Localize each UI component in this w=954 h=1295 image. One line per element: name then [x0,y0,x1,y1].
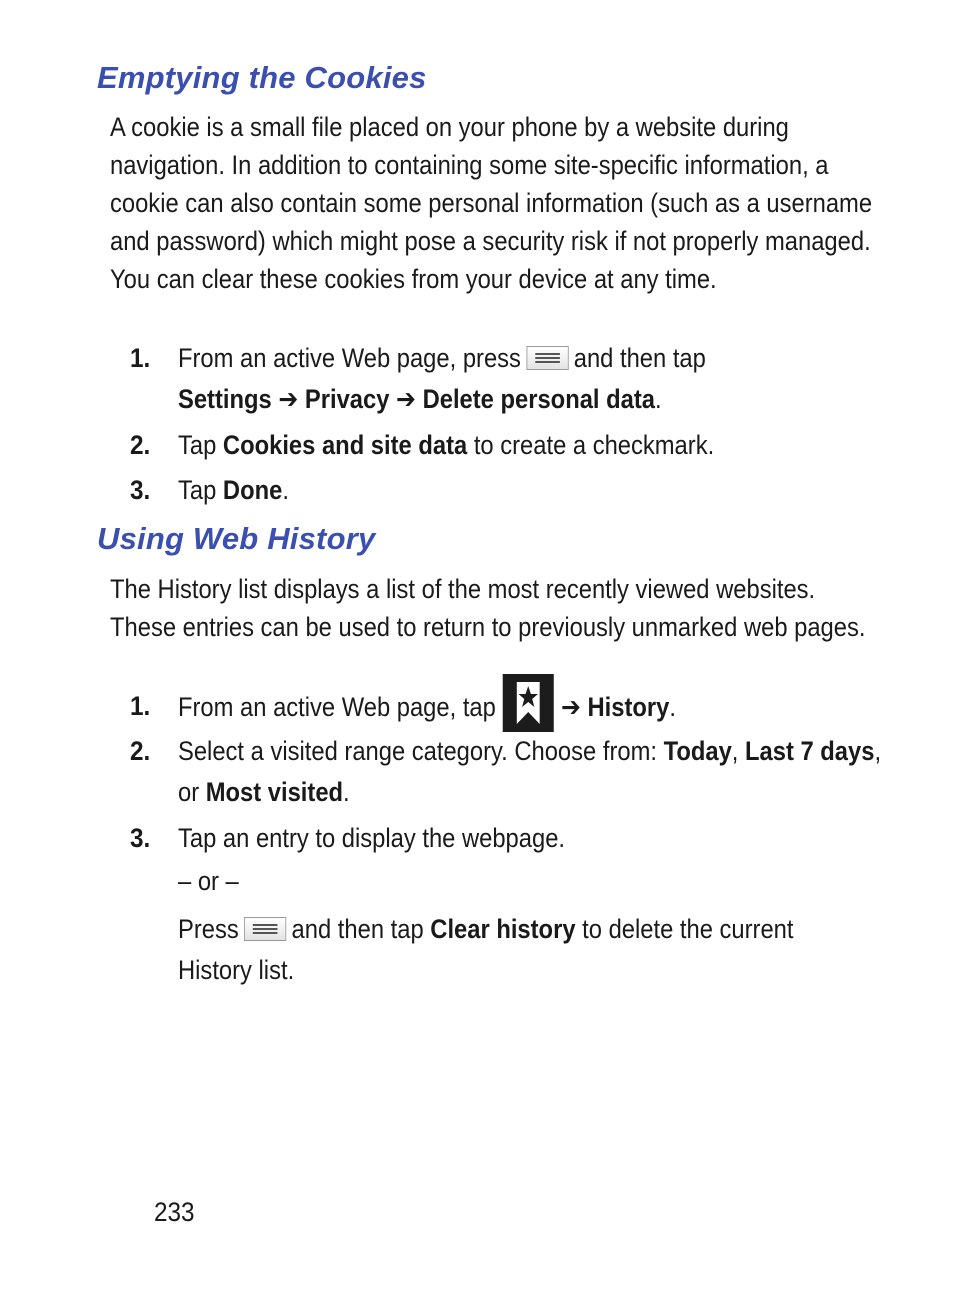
cookies-and-site-data-label: Cookies and site data [222,430,468,460]
or-separator: – or – [178,866,239,896]
step-text-part: and then tap [291,914,424,944]
step-text-part: From an active Web page, tap [178,692,496,723]
step-text-part: . [669,692,676,723]
page-number: 233 [154,1197,195,1227]
step-text [178,686,847,732]
step-text-part: . [343,777,350,807]
step-text-part: Press [178,914,239,944]
last-7-days-option: Last 7 days [745,736,875,766]
step-number: 3. [130,475,151,505]
step-text-part: to delete the current History list. [178,914,794,985]
step-text-part: . [654,384,662,414]
done-label: Done [222,475,283,505]
step-text [178,338,847,420]
arrow-right-icon: ➔ [560,692,581,723]
step-text-part: From an active Web page, press [178,343,521,373]
step-text-part: and then tap [573,343,706,373]
history-label: History [587,692,670,723]
privacy-label: Privacy [304,384,390,414]
step-number: 3. [130,823,151,853]
today-option: Today [663,736,732,766]
step-number: 2. [130,430,151,460]
arrow-right-icon: ➔ [278,384,299,414]
menu-key-icon [526,346,568,370]
step-text [178,731,882,813]
most-visited-option: Most visited [205,777,344,807]
step-text-part: . [282,475,289,505]
step-text [178,818,847,859]
step-text-part: , or [178,736,882,807]
delete-personal-data-label: Delete personal data [422,384,655,414]
step-text-part: to create a checkmark. [473,430,715,460]
arrow-right-icon: ➔ [396,384,416,414]
history-step-3-alternative [178,909,954,993]
menu-key-icon [244,917,286,941]
step-text-part: , [731,736,739,766]
section-title-web-history: Using Web History [97,521,376,556]
cookies-step-1 [130,338,950,422]
history-step-2 [130,731,950,815]
section-title-cookies: Emptying the Cookies [97,60,427,95]
bookmark-star-icon [503,674,554,732]
step-text [178,425,847,466]
cookies-intro-paragraph: A cookie is a small file placed on your phone by a website during navigation. In addition to containing some site-specific information, a cookie can also contain some personal information (such as a username and password) which might pose a security risk if not properly managed. You can clear these cookies from your device at any time. [110,112,873,294]
step-text-part: Tap [178,430,217,460]
settings-label: Settings [178,384,272,414]
history-intro-paragraph: The History list displays a list of the most recently viewed websites. These entries can be used to return to previously unmarked web pages. [110,574,866,642]
step-text [178,470,847,511]
step-text-part: Tap [178,475,217,505]
step-number: 2. [130,736,151,766]
step-number: 1. [130,343,151,373]
step-text-part: Tap an entry to display the webpage. [178,823,566,853]
step-number: 1. [130,691,151,721]
step-text-part: Select a visited range category. Choose from: [178,736,657,766]
clear-history-label: Clear history [430,914,576,944]
step-text [178,909,847,991]
